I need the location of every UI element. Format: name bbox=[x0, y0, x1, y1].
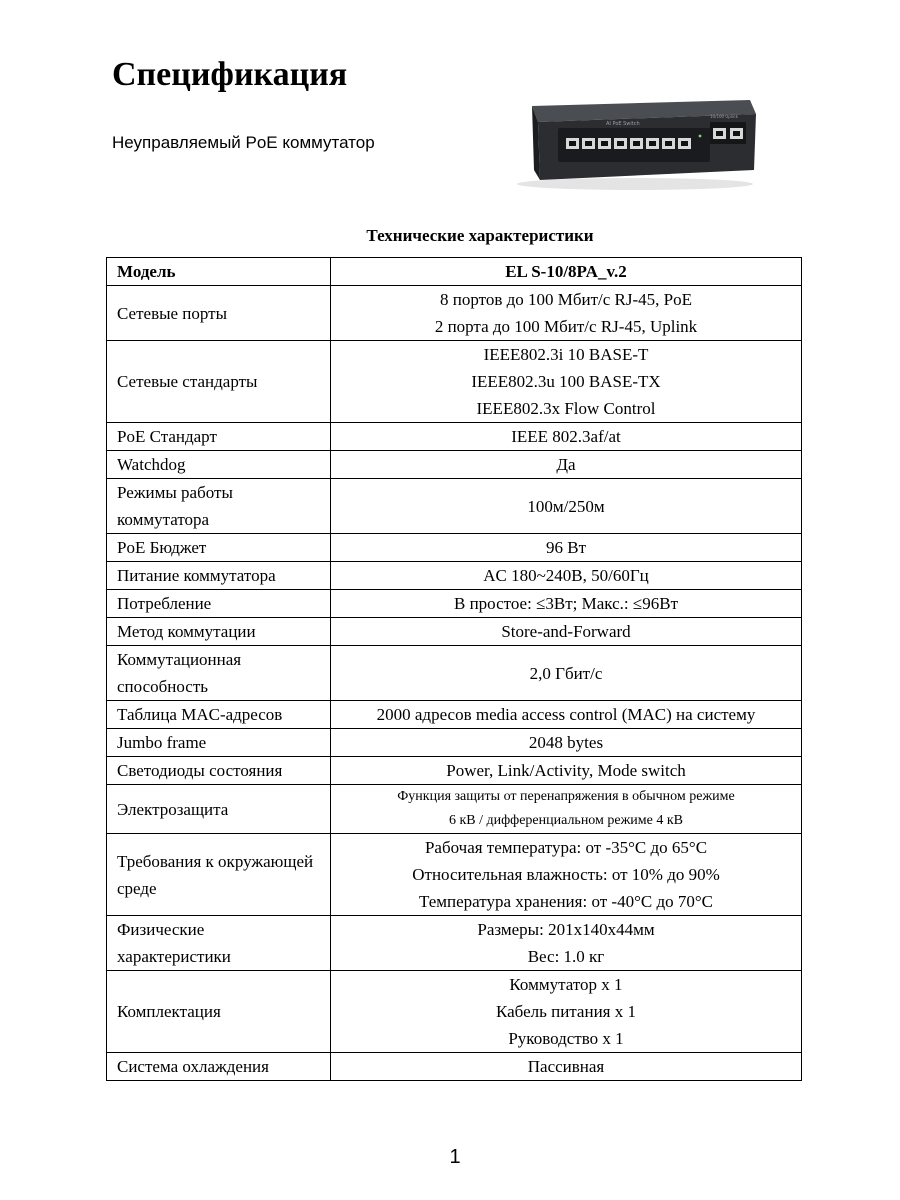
table-row bbox=[107, 534, 802, 562]
table-row bbox=[107, 286, 802, 341]
spec-value-line: Кабель питания х 1 bbox=[495, 1002, 636, 1021]
spec-label: Таблица MAC-адресов bbox=[107, 701, 331, 729]
spec-value-line: IEEE802.3u 100 BASE-TX bbox=[471, 372, 661, 391]
spec-label: Комплектация bbox=[107, 971, 331, 1053]
table-row bbox=[107, 834, 802, 916]
spec-value-line: 8 портов до 100 Мбит/с RJ-45, PoE bbox=[439, 290, 693, 309]
spec-label: Питание коммутатора bbox=[107, 562, 331, 590]
spec-value bbox=[331, 785, 802, 834]
spec-value: 2,0 Гбит/с bbox=[331, 646, 802, 701]
table-row bbox=[107, 646, 802, 701]
spec-value: 2048 bytes bbox=[331, 729, 802, 757]
table-row bbox=[107, 341, 802, 423]
uplink-port-row bbox=[710, 122, 746, 144]
table-row bbox=[107, 916, 802, 971]
table-row bbox=[107, 785, 802, 834]
spec-value bbox=[331, 916, 802, 971]
spec-label: Jumbo frame bbox=[107, 729, 331, 757]
page-number: 1 bbox=[449, 1146, 461, 1168]
page-title: Спецификация bbox=[112, 56, 348, 93]
table-row bbox=[107, 1053, 802, 1081]
header-model-value: EL S-10/8PA_v.2 bbox=[331, 258, 802, 286]
spec-value bbox=[331, 971, 802, 1053]
spec-label: Требования к окружающей среде bbox=[107, 834, 331, 916]
spec-value: Power, Link/Activity, Mode switch bbox=[331, 757, 802, 785]
spec-value: 96 Вт bbox=[331, 534, 802, 562]
table-row bbox=[107, 971, 802, 1053]
spec-value-line: Коммутатор х 1 bbox=[509, 975, 623, 994]
spec-label: Электрозащита bbox=[107, 785, 331, 834]
spec-value-line: Относительная влажность: от 10% до 90% bbox=[412, 865, 720, 884]
spec-value: 100м/250м bbox=[331, 479, 802, 534]
device-uplink-label: 10/100 Uplink bbox=[710, 114, 738, 119]
table-caption: Технические характеристики bbox=[366, 226, 594, 245]
spec-label: Потребление bbox=[107, 590, 331, 618]
poe-switch-image bbox=[510, 92, 760, 192]
spec-value: Пассивная bbox=[331, 1053, 802, 1081]
spec-value-line: Вес: 1.0 кг bbox=[527, 947, 605, 966]
spec-value: AC 180~240В, 50/60Гц bbox=[331, 562, 802, 590]
device-panel-label: AI PoE Switch bbox=[606, 121, 640, 127]
spec-label: Система охлаждения bbox=[107, 1053, 331, 1081]
spec-value: В простое: ≤3Вт; Макс.: ≤96Вт bbox=[331, 590, 802, 618]
spec-label: Коммутационная способность bbox=[107, 646, 331, 701]
spec-value bbox=[331, 286, 802, 341]
spec-value-line: 2 порта до 100 Мбит/с RJ-45, Uplink bbox=[434, 317, 698, 336]
spec-value: IEEE 802.3af/at bbox=[331, 423, 802, 451]
spec-value-line: Функция защиты от перенапряжения в обычном режиме bbox=[397, 789, 735, 804]
table-row bbox=[107, 701, 802, 729]
spec-value-line: IEEE802.3x Flow Control bbox=[476, 399, 656, 418]
table-row bbox=[107, 451, 802, 479]
spec-label: Watchdog bbox=[107, 451, 331, 479]
table-row bbox=[107, 618, 802, 646]
table-header-row bbox=[107, 258, 802, 286]
spec-value: Store-and-Forward bbox=[331, 618, 802, 646]
table-row bbox=[107, 590, 802, 618]
spec-value-line: Руководство х 1 bbox=[508, 1029, 624, 1048]
table-row bbox=[107, 423, 802, 451]
spec-value-line: 6 кВ / дифференциальном режиме 4 кВ bbox=[449, 813, 683, 828]
spec-label: Светодиоды состояния bbox=[107, 757, 331, 785]
product-subtitle: Неуправляемый PoE коммутатор bbox=[112, 133, 375, 152]
spec-label: Сетевые порты bbox=[107, 286, 331, 341]
header-label: Модель bbox=[107, 258, 331, 286]
spec-label: PoE Стандарт bbox=[107, 423, 331, 451]
spec-label: PoE Бюджет bbox=[107, 534, 331, 562]
table-row bbox=[107, 562, 802, 590]
spec-label: Метод коммутации bbox=[107, 618, 331, 646]
spec-value: 2000 адресов media access control (MAC) на систему bbox=[331, 701, 802, 729]
spec-label: Режимы работы коммутатора bbox=[107, 479, 331, 534]
spec-value bbox=[331, 834, 802, 916]
table-row bbox=[107, 729, 802, 757]
spec-value: Да bbox=[331, 451, 802, 479]
spec-value bbox=[331, 341, 802, 423]
spec-value-line: IEEE802.3i 10 BASE-T bbox=[483, 345, 649, 364]
spec-value-line: Температура хранения: от -40°C до 70°C bbox=[418, 892, 713, 911]
spec-label: Сетевые стандарты bbox=[107, 341, 331, 423]
table-row bbox=[107, 757, 802, 785]
spec-value-line: Размеры: 201х140х44мм bbox=[477, 920, 655, 939]
specifications-table bbox=[106, 257, 802, 1081]
spec-value-line: Рабочая температура: от -35°C до 65°C bbox=[424, 838, 708, 857]
spec-label: Физические характеристики bbox=[107, 916, 331, 971]
table-row bbox=[107, 479, 802, 534]
